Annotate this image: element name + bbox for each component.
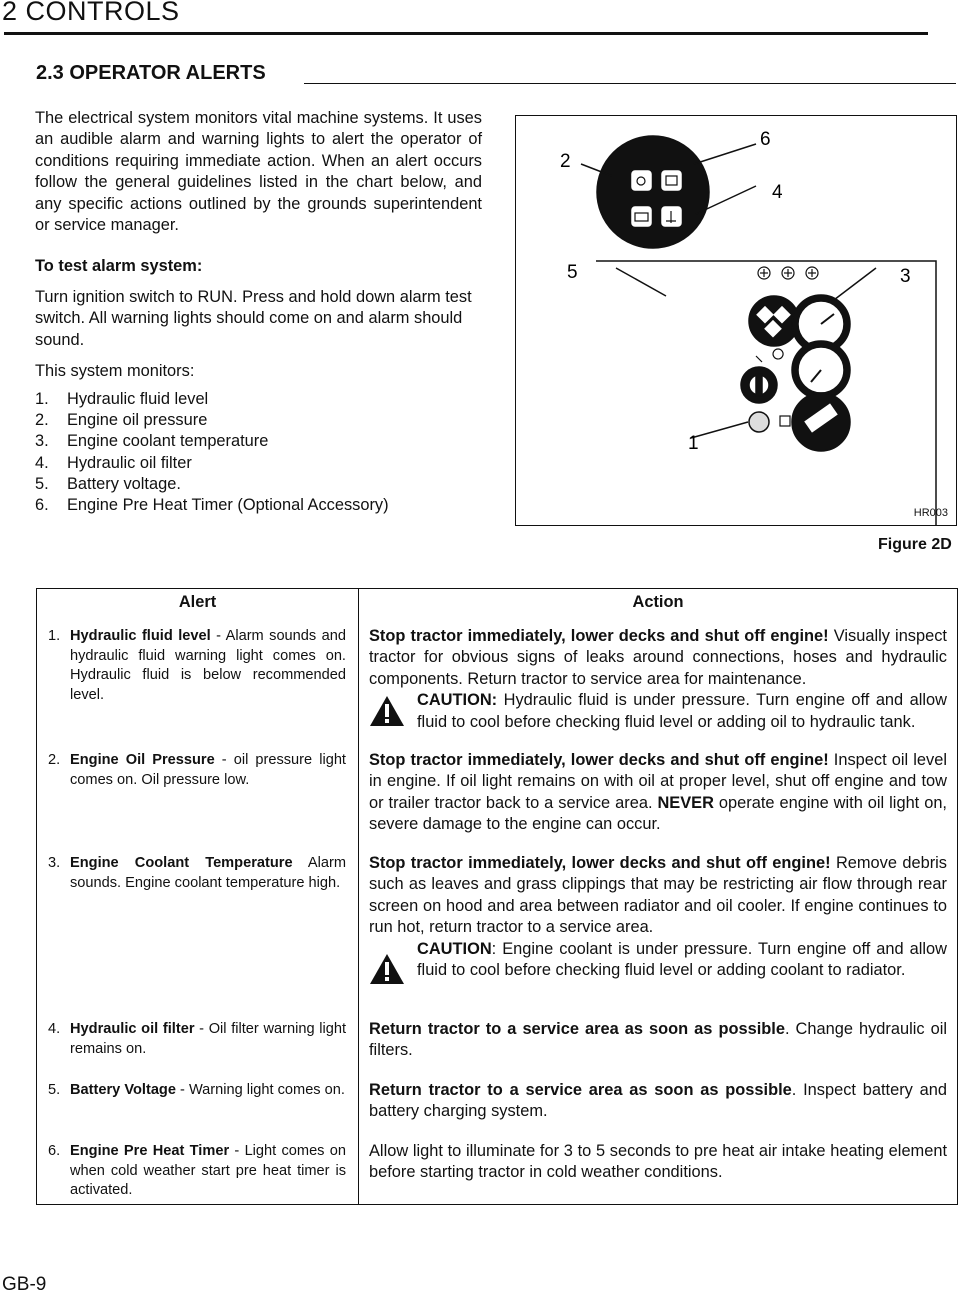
list-item: 6. Engine Pre Heat Timer (Optional Accessory) [35, 496, 389, 515]
test-heading: To test alarm system: [35, 257, 203, 275]
chapter-rule [4, 32, 928, 35]
section-rule [304, 83, 956, 84]
table-row [37, 1134, 958, 1204]
figure-caption: Figure 2D [878, 536, 952, 553]
table-row [37, 846, 958, 1012]
action-cell: Return tractor to a service area as soon as possible. Inspect battery and battery charging system. [369, 1081, 947, 1121]
monitors-heading: This system monitors: [35, 362, 195, 380]
table-row [37, 619, 958, 743]
warning-triangle-icon [369, 690, 417, 733]
alert-cell: 3. Engine Coolant Temperature Alarm sounds. Engine coolant temperature high. [37, 846, 359, 1012]
figure-code: HR003 [913, 507, 948, 519]
list-item: 1. Hydraulic fluid level [35, 390, 209, 408]
callout-6: 6 [760, 129, 771, 150]
alerts-table [36, 588, 958, 1205]
control-panel-illustration [516, 116, 956, 525]
alert-column-header: Alert [37, 589, 359, 620]
table-header-row [37, 589, 958, 620]
alert-cell: 4. Hydraulic oil filter - Oil filter warning light remains on. [37, 1012, 359, 1073]
callout-2: 2 [560, 151, 571, 172]
alert-cell: 5. Battery Voltage - Warning light comes on. [37, 1073, 359, 1134]
action-cell: Stop tractor immediately, lower decks and shut off engine! Visually inspect tractor for obvious signs of leaks around connections, hoses and hydraulic components. Return tractor to service area for maintenance. CAUTION: Hydraulic fluid is under pressure. Turn engine off and allow fluid to cool before checking fluid level or adding oil to hydraulic tank. [359, 619, 958, 743]
intro-paragraph: The electrical system monitors vital machine systems. It uses an audible alarm and warning lights to alert the operator of conditions requiring immediate action. When an alert occurs follow the general guidelines listed in the chart below, and any specific actions outlined by the grounds superintendent or service manager. [35, 109, 482, 235]
warning-light-cluster [597, 136, 709, 248]
section-title: 2.3 OPERATOR ALERTS [36, 62, 266, 84]
alert-cell: 2. Engine Oil Pressure - oil pressure light comes on. Oil pressure low. [37, 743, 359, 846]
alarm-test-switch [749, 412, 769, 432]
callout-1: 1 [688, 433, 699, 454]
table-row [37, 1012, 958, 1073]
table-row [37, 743, 958, 846]
list-item: 5. Battery voltage. [35, 474, 181, 493]
warning-triangle-icon [369, 939, 417, 991]
action-cell: Stop tractor immediately, lower decks and shut off engine! Inspect oil level in engine. If oil light remains on with oil at proper level, shut off engine and tow or trailer tractor back to a service area. NEVER operate engine with oil light on, severe damage to the engine can occur. [369, 751, 947, 834]
alert-cell: 6. Engine Pre Heat Timer - Light comes on when cold weather start pre heat timer is activated. [37, 1134, 359, 1204]
monitor-list [35, 389, 389, 516]
page-number: GB-9 [2, 1274, 47, 1295]
caution-note: CAUTION: Hydraulic fluid is under pressure. Turn engine off and allow fluid to cool before checking fluid level or adding oil to hydraulic tank. [369, 690, 947, 733]
callout-4: 4 [772, 182, 783, 203]
list-item: 4. Hydraulic oil filter [35, 453, 192, 472]
list-item: 3. Engine coolant temperature [35, 432, 269, 451]
chapter-title: 2 CONTROLS [2, 0, 180, 26]
alert-cell: 1. Hydraulic fluid level - Alarm sounds and hydraulic fluid warning light comes on. Hydraulic fluid is below recommended level. [37, 619, 359, 743]
test-instructions: Turn ignition switch to RUN. Press and hold down alarm test switch. All warning lights should come on and alarm should sound. [35, 288, 472, 349]
callout-5: 5 [567, 262, 578, 283]
control-panel-figure [515, 115, 957, 526]
action-cell: Return tractor to a service area as soon as possible. Change hydraulic oil filters. [369, 1020, 947, 1060]
action-cell: Allow light to illuminate for 3 to 5 seconds to pre heat air intake heating element before starting tractor in cold weather conditions. [369, 1142, 947, 1182]
action-cell: Stop tractor immediately, lower decks and shut off engine! Remove debris such as leaves and grass clippings that may be restricting air flow through rear screen on hood and area between radiator and oil cooler. If engine continues to run hot, return tractor to a service area. CAUTION: Engine coolant is under pressure. Turn engine off and allow fluid to cool before checking fluid level or adding coolant to radiator. [359, 846, 958, 1012]
action-column-header: Action [632, 593, 684, 611]
list-item: 2. Engine oil pressure [35, 411, 208, 430]
callout-3: 3 [900, 266, 911, 287]
table-row [37, 1073, 958, 1134]
caution-note: CAUTION: Engine coolant is under pressure. Turn engine off and allow fluid to cool before checking fluid level or adding coolant to radiator. [369, 939, 947, 991]
